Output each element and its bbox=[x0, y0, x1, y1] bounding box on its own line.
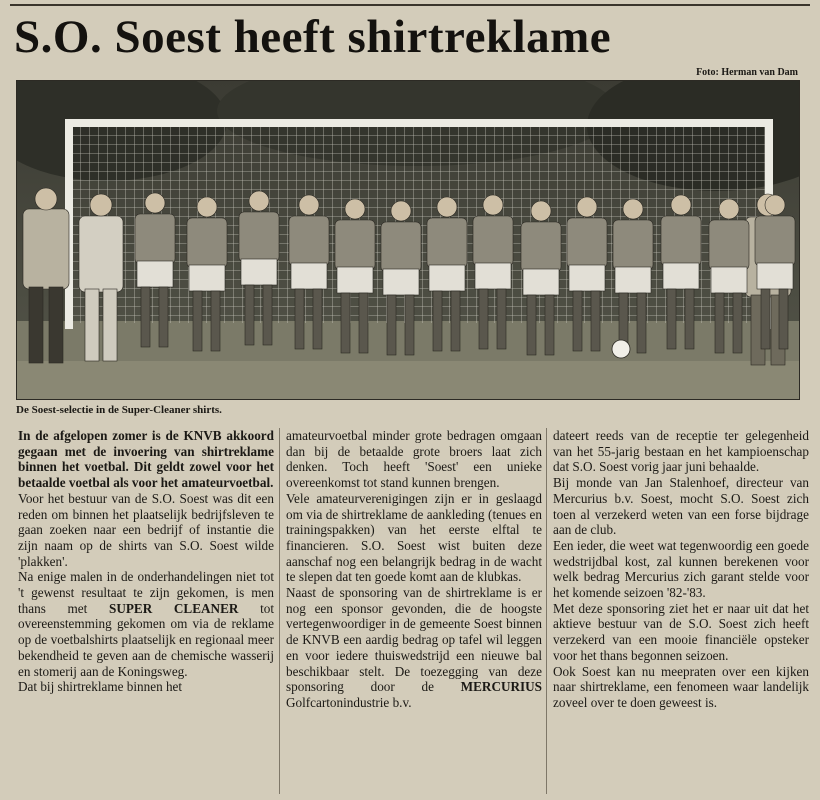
article-paragraph: amateurvoetbal minder grote bedragen omgaan dan bij de betaalde grote broers laat zich denken. Toch heeft 'Soest' een unieke overeenkomst tot stand kunnen brengen. bbox=[286, 428, 542, 491]
column-divider bbox=[279, 428, 280, 794]
headline: S.O. Soest heeft shirtreklame bbox=[14, 11, 612, 63]
column-divider bbox=[546, 428, 547, 794]
photo-caption: De Soest-selectie in de Super-Cleaner shirts. bbox=[16, 404, 222, 416]
football bbox=[612, 340, 630, 358]
paragraph-text: Na enige malen in de onderhandelingen niet tot 't gewenst resultaat te zijn gekomen, is men thans met bbox=[18, 569, 274, 616]
article-paragraph bbox=[18, 569, 274, 679]
sponsor-name: MERCURIUS bbox=[460, 679, 542, 695]
paragraph-text: tot overeenstemming gekomen om via de reklame op de voetbalshirts plaatselijk en regionaal meer bekendheid te geven aan de chemische wasserij en stomerij aan de Koningsweg. bbox=[18, 600, 274, 679]
article-paragraph: Bij monde van Jan Stalenhoef, directeur van Mercurius b.v. Soest, mocht S.O. Soest zich toen al verzekerd weten van een forse bijdrage aan de club. bbox=[553, 475, 809, 538]
article-lead: In de afgelopen zomer is de KNVB akkoord gegaan met de invoering van shirtreklame binnen het voetbal. Dit geldt zowel voor het betaalde voetbal als voor het amateurvoetbal. bbox=[18, 428, 274, 491]
paragraph-text: Golfcartonindustrie b.v. bbox=[286, 694, 412, 710]
team-photo-illustration bbox=[17, 81, 799, 399]
article-paragraph bbox=[286, 585, 542, 711]
article-paragraph: Voor het bestuur van de S.O. Soest was dit een reden om binnen het plaatselijk bedrijfsleven te gaan zoeken naar een bedrijf of instantie die zijn naam op de shirts van S.O. Soest wilde 'plakken'. bbox=[18, 490, 274, 569]
article-paragraph: Met deze sponsoring ziet het er naar uit dat het aktieve bestuur van de S.O. Soest zich heeft verzekerd van een mooie financiële opsteker voor het thans begonnen seizoen. bbox=[553, 600, 809, 663]
article-column-2 bbox=[286, 428, 542, 796]
team-photo bbox=[16, 80, 800, 400]
article-paragraph: Een ieder, die weet wat tegenwoordig een goede wedstrijdbal kost, zal kunnen berekenen voor welk bedrag Mercurius zich garant stelde voor het komende seizoen '82-'83. bbox=[553, 537, 809, 601]
article-paragraph: Dat bij shirtreklame binnen het bbox=[18, 679, 183, 695]
top-rule bbox=[10, 4, 810, 6]
article-column-3 bbox=[553, 428, 809, 796]
article-paragraph: Ook Soest kan nu meepraten over een kijken naar shirtreklame, een fenomeen waar landelijk zoveel over te doen geweest is. bbox=[553, 663, 809, 710]
paragraph-text: Naast de sponsoring van de shirtreklame is er nog een sponsor gevonden, die de hoogste vertegenwoordiger in de gemeente Soest binnen de KNVB een aardig bedrag op tafel wil leggen en voor iedere thuiswedstrijd een nieuwe bal beschikbaar stelt. De toezegging van deze sponsoring door de bbox=[286, 585, 542, 695]
article-paragraph: Vele amateurverenigingen zijn er in geslaagd om via de shirtreklame de aankleding (tenues en trainingspakken) van het eerste elftal te financieren. S.O. Soest wist buiten deze aanschaf nog een belangrijk bedrag in de wacht te slepen dat ten goede komt aan de klubkas. bbox=[286, 490, 542, 585]
article-paragraph: dateert reeds van de receptie ter gelegenheid van het 55-jarig bestaan en het kampioenschap dat S.O. Soest vorig jaar juni behaalde. bbox=[553, 428, 809, 475]
sponsor-name: SUPER CLEANER bbox=[108, 600, 239, 616]
article-column-1 bbox=[18, 428, 274, 796]
photo-credit: Foto: Herman van Dam bbox=[696, 67, 798, 78]
